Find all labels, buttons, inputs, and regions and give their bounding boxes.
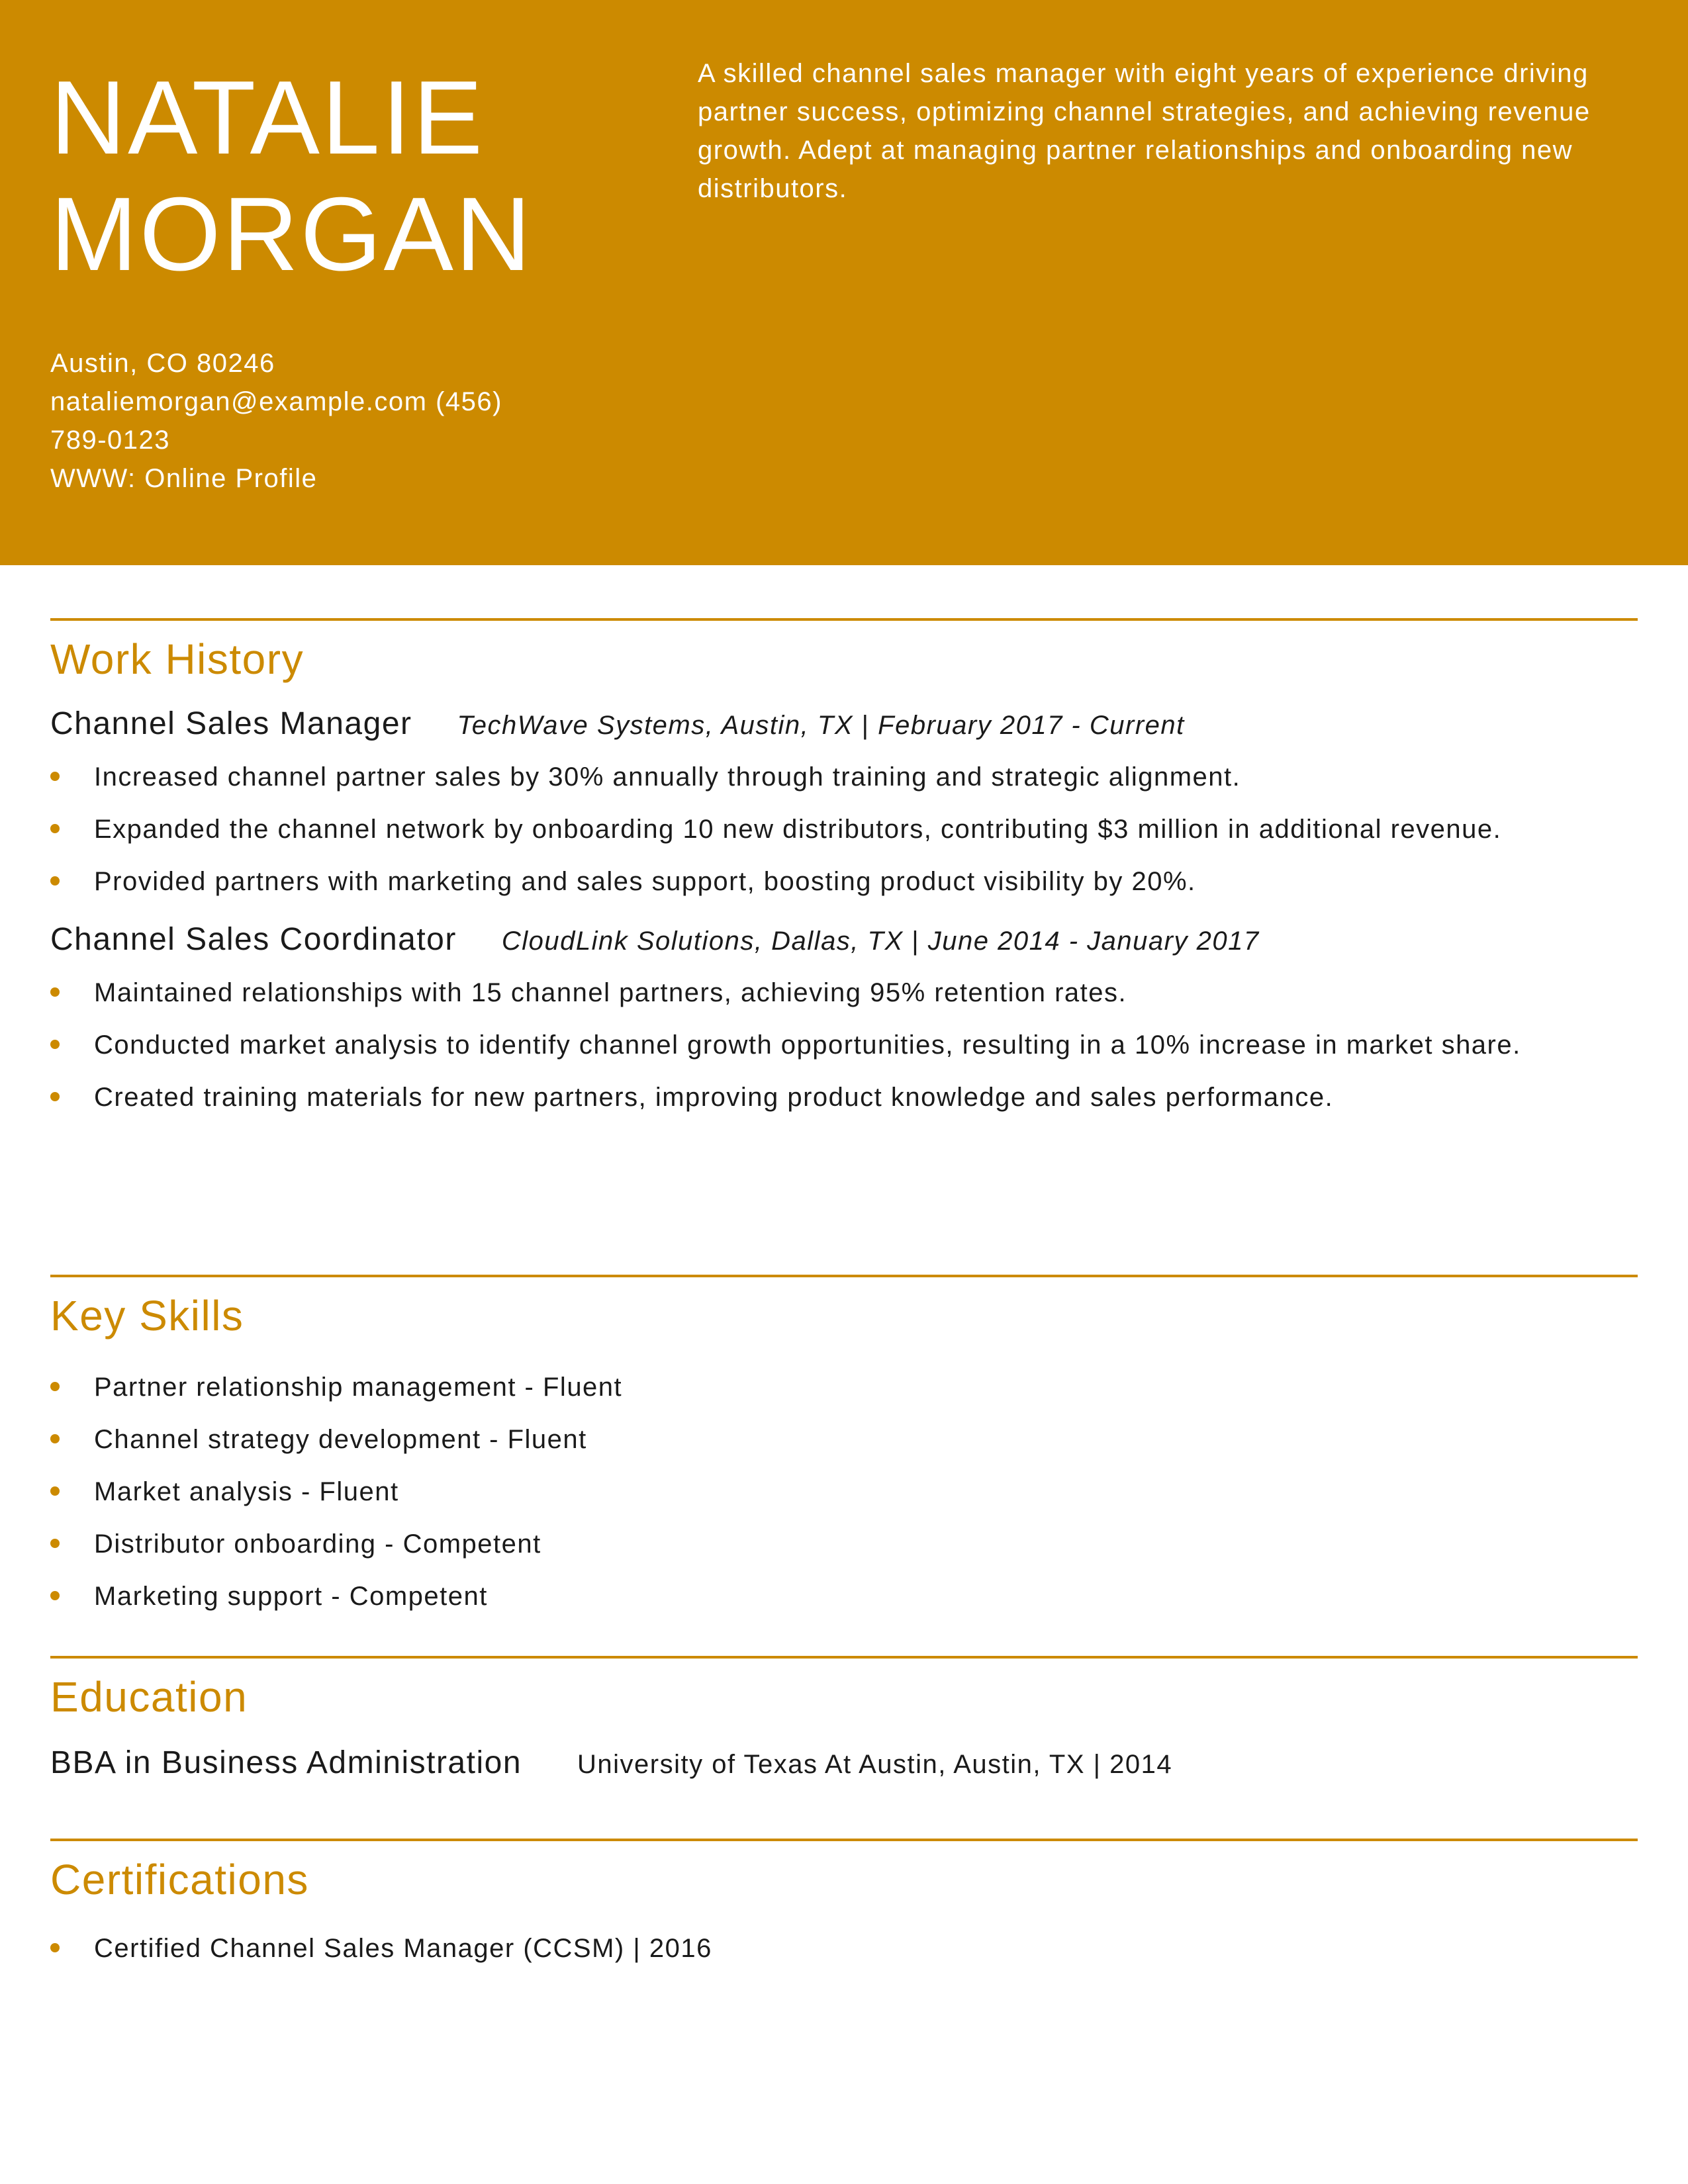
section-divider <box>50 1656 1638 1659</box>
section-title-certifications: Certifications <box>50 1856 309 1903</box>
section-divider <box>50 1839 1638 1841</box>
job-company: TechWave Systems <box>457 711 706 740</box>
job-meta: CloudLink Solutions, Dallas, TX | June 2014 - January 2017 <box>501 927 1260 956</box>
key-skills-section <box>50 1275 1638 1630</box>
list-item: Maintained relationships with 15 channel partners, achieving 95% retention rates. <box>50 974 1638 1011</box>
list-item: Created training materials for new partners, improving product knowledge and sales performance. <box>50 1079 1638 1116</box>
bullet-dot-icon <box>50 1486 60 1496</box>
education-section <box>50 1656 1638 1784</box>
job-meta: TechWave Systems, Austin, TX | February 2017 - Current <box>457 711 1185 740</box>
section-title-key-skills: Key Skills <box>50 1292 244 1340</box>
work-history-section <box>50 618 1638 1131</box>
education-entry <box>50 1743 1638 1784</box>
list-item: Provided partners with marketing and sales support, boosting product visibility by 20%. <box>50 863 1638 900</box>
certifications-section <box>50 1839 1638 1982</box>
list-item: Partner relationship management - Fluent <box>50 1369 1638 1406</box>
section-divider <box>50 618 1638 621</box>
contact-website[interactable]: WWW: Online Profile <box>50 464 318 493</box>
list-item: Market analysis - Fluent <box>50 1473 1638 1510</box>
job-header <box>50 704 1638 745</box>
certifications-list <box>50 1930 1638 1967</box>
bullet-dot-icon <box>50 1092 60 1101</box>
education-details: University of Texas At Austin, Austin, TX | 2014 <box>577 1750 1173 1779</box>
contact-email[interactable]: nataliemorgan@example.com (456) <box>50 387 502 416</box>
bullet-dot-icon <box>50 1434 60 1443</box>
job-company: CloudLink Solutions <box>501 927 755 956</box>
bullet-dot-icon <box>50 1040 60 1049</box>
job-dates: February 2017 - Current <box>878 711 1185 740</box>
list-item: Expanded the channel network by onboarding 10 new distributors, contributing $3 million in additional revenue. <box>50 811 1638 848</box>
bullet-dot-icon <box>50 1591 60 1600</box>
professional-summary: A skilled channel sales manager with eight years of experience driving partner success, optimizing channel strategies, and achieving revenue growth. Adept at managing partner relationships and onboarding new distributors. <box>698 59 1591 203</box>
list-item: Channel strategy development - Fluent <box>50 1421 1638 1458</box>
skills-list <box>50 1369 1638 1615</box>
section-title-education: Education <box>50 1673 248 1721</box>
contact-info <box>50 344 580 498</box>
resume-header <box>0 0 1688 565</box>
list-item: Increased channel partner sales by 30% annually through training and strategic alignment. <box>50 758 1638 796</box>
job-header <box>50 920 1638 961</box>
job-bullets <box>50 974 1638 1116</box>
job-title: Channel Sales Coordinator <box>50 922 457 957</box>
section-divider <box>50 1275 1638 1277</box>
contact-address: Austin, CO 80246 <box>50 349 275 378</box>
list-item: Conducted market analysis to identify channel growth opportunities, resulting in a 10% increase in market share. <box>50 1026 1638 1064</box>
education-degree: BBA in Business Administration <box>50 1745 522 1780</box>
name-first: NATALIE <box>50 60 485 176</box>
bullet-dot-icon <box>50 987 60 997</box>
job-entry <box>50 704 1638 900</box>
bullet-dot-icon <box>50 824 60 833</box>
job-title: Channel Sales Manager <box>50 706 412 741</box>
contact-phone: 789-0123 <box>50 426 171 455</box>
name-last: MORGAN <box>50 176 533 293</box>
bullet-dot-icon <box>50 876 60 886</box>
job-location: Dallas, TX <box>771 927 904 956</box>
candidate-name <box>50 60 533 293</box>
bullet-dot-icon <box>50 1943 60 1952</box>
bullet-dot-icon <box>50 1539 60 1548</box>
job-location: Austin, TX <box>721 711 854 740</box>
job-bullets <box>50 758 1638 900</box>
list-item: Distributor onboarding - Competent <box>50 1525 1638 1563</box>
section-title-work-history: Work History <box>50 635 305 683</box>
bullet-dot-icon <box>50 1382 60 1391</box>
list-item: Marketing support - Competent <box>50 1578 1638 1615</box>
job-dates: June 2014 - January 2017 <box>927 927 1260 956</box>
bullet-dot-icon <box>50 772 60 781</box>
job-entry <box>50 920 1638 1116</box>
list-item: Certified Channel Sales Manager (CCSM) | 2016 <box>50 1930 1638 1967</box>
